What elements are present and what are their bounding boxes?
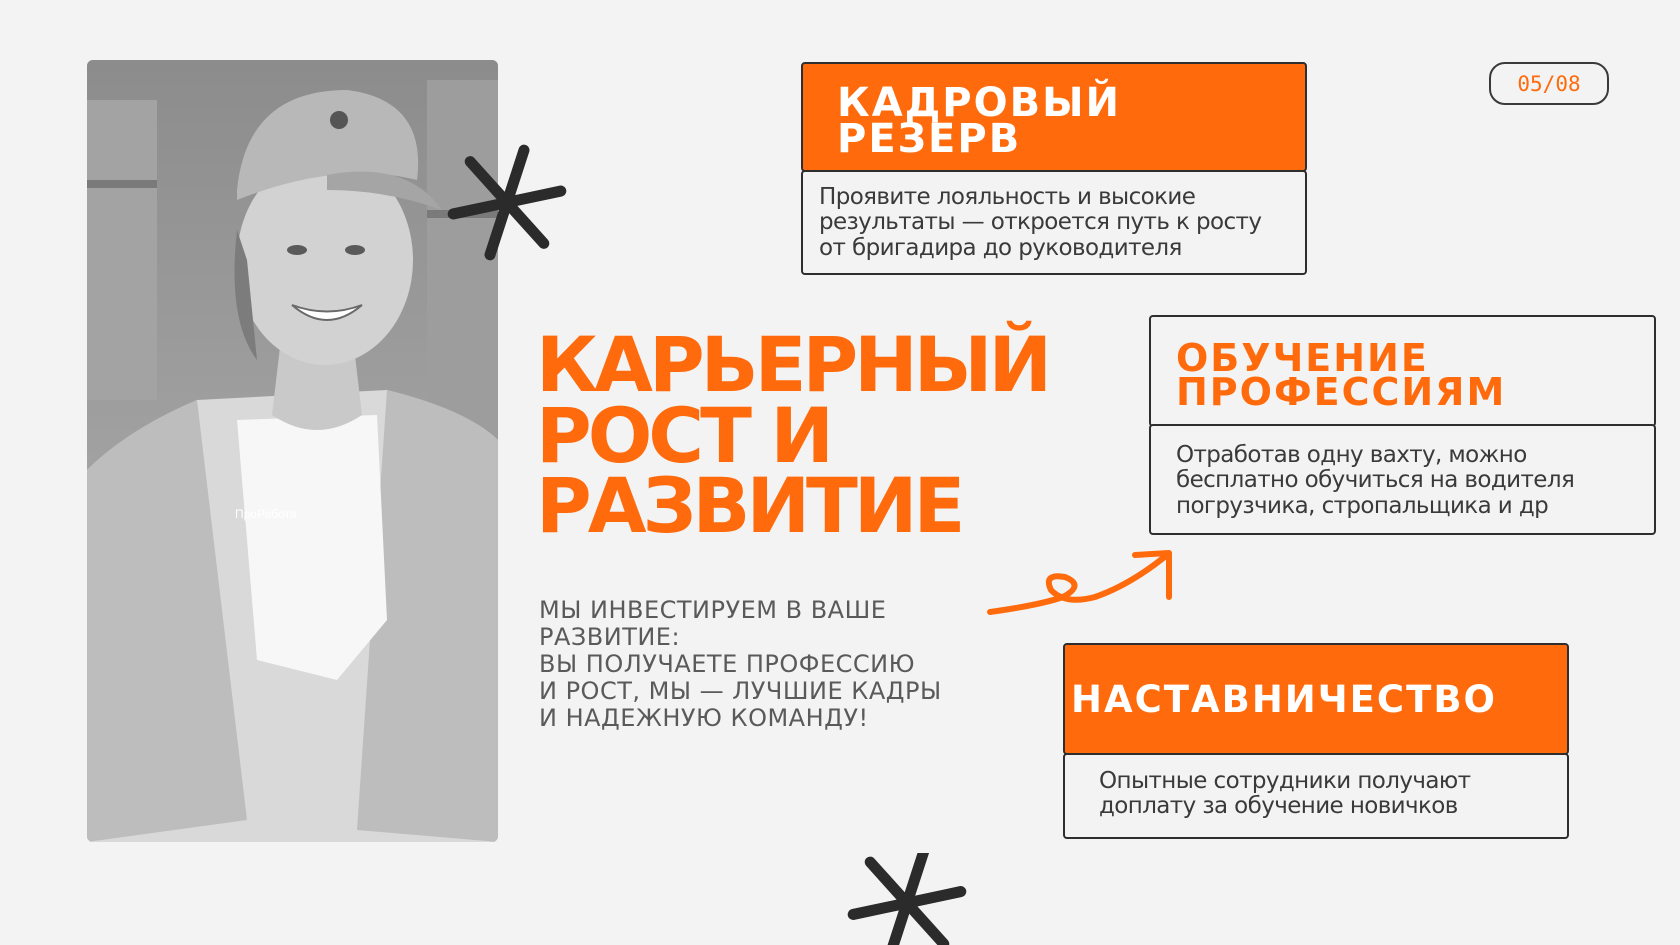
card-text-reserve: Проявите лояльность и высокие результаты — откроется путь к росту от бригадира до руководителя bbox=[801, 170, 1307, 275]
card-title-reserve: КАДРОВЫЙ РЕЗЕРВ bbox=[801, 62, 1307, 172]
page-counter: 05/08 bbox=[1489, 62, 1609, 105]
main-title-line: РАЗВИТИЕ bbox=[536, 461, 962, 551]
card-text-mentoring: Опытные сотрудники получают доплату за обучение новичков bbox=[1063, 753, 1569, 839]
asterisk-icon bbox=[847, 853, 967, 945]
card-title-mentoring: НАСТАВНИЧЕСТВО bbox=[1063, 643, 1569, 755]
asterisk-icon bbox=[447, 140, 567, 265]
card-title-training: ОБУЧЕНИЕ ПРОФЕССИЯМ bbox=[1149, 315, 1656, 427]
main-title-line: КАРЬЕРНЫЙ bbox=[536, 320, 1049, 409]
card-text-training: Отработав одну вахту, можно бесплатно обучиться на водителя погрузчика, стропальщика и др bbox=[1149, 424, 1656, 535]
employee-photo bbox=[87, 60, 498, 842]
curly-arrow-icon bbox=[985, 545, 1190, 620]
main-title bbox=[536, 320, 1136, 551]
main-title-line: РОСТ И bbox=[536, 390, 830, 480]
subtitle: МЫ ИНВЕСТИРУЕМ В ВАШЕ РАЗВИТИЕ: ВЫ ПОЛУЧАЕТЕ ПРОФЕССИЮ И РОСТ, МЫ — ЛУЧШИЕ КАДРЫ И НАДЕЖНУЮ КОМАНДУ! bbox=[539, 596, 942, 732]
vest-logo: ПроРабота bbox=[235, 507, 297, 521]
